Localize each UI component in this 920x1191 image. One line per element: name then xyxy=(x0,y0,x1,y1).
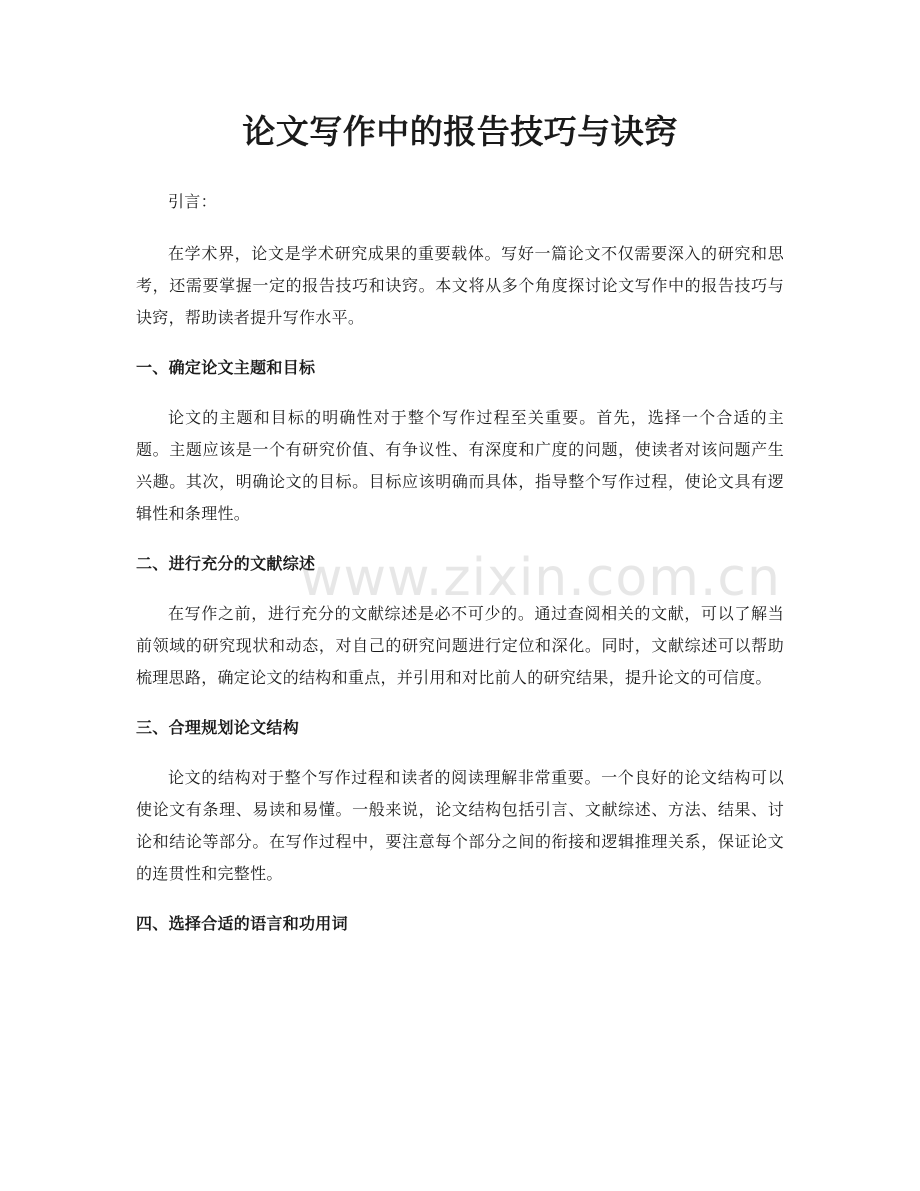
section-heading-3: 三、合理规划论文结构 xyxy=(136,718,300,737)
section-heading-4: 四、选择合适的语言和功用词 xyxy=(136,914,348,933)
document-title: 论文写作中的报告技巧与诀窍 xyxy=(242,112,678,151)
intro-paragraph: 在学术界，论文是学术研究成果的重要载体。写好一篇论文不仅需要深入的研究和思考，还需要掌握一定的报告技巧和诀窍。本文将从多个角度探讨论文写作中的报告技巧与诀窍，帮助读者提升写作水平。 xyxy=(136,244,784,327)
section-paragraph-2: 在写作之前，进行充分的文献综述是必不可少的。通过查阅相关的文献，可以了解当前领域的研究现状和动态，对自己的研究问题进行定位和深化。同时，文献综述可以帮助梳理思路，确定论文的结构和重点，并引用和对比前人的研究结果，提升论文的可信度。 xyxy=(136,604,784,687)
document-body xyxy=(136,186,784,958)
section-paragraph-3: 论文的结构对于整个写作过程和读者的阅读理解非常重要。一个良好的论文结构可以使论文有条理、易读和易懂。一般来说，论文结构包括引言、文献综述、方法、结果、讨论和结论等部分。在写作过程中，要注意每个部分之间的衔接和逻辑推理关系，保证论文的连贯性和完整性。 xyxy=(136,768,784,883)
watermark: www.zixin.com.cn xyxy=(300,548,781,608)
section-heading-2: 二、进行充分的文献综述 xyxy=(136,554,316,573)
section-paragraph-1: 论文的主题和目标的明确性对于整个写作过程至关重要。首先，选择一个合适的主题。主题应该是一个有研究价值、有争议性、有深度和广度的问题，使读者对该问题产生兴趣。其次，明确论文的目标。目标应该明确而具体，指导整个写作过程，使论文具有逻辑性和条理性。 xyxy=(136,408,784,523)
intro-label: 引言： xyxy=(168,192,217,211)
section-heading-1: 一、确定论文主题和目标 xyxy=(136,358,316,377)
